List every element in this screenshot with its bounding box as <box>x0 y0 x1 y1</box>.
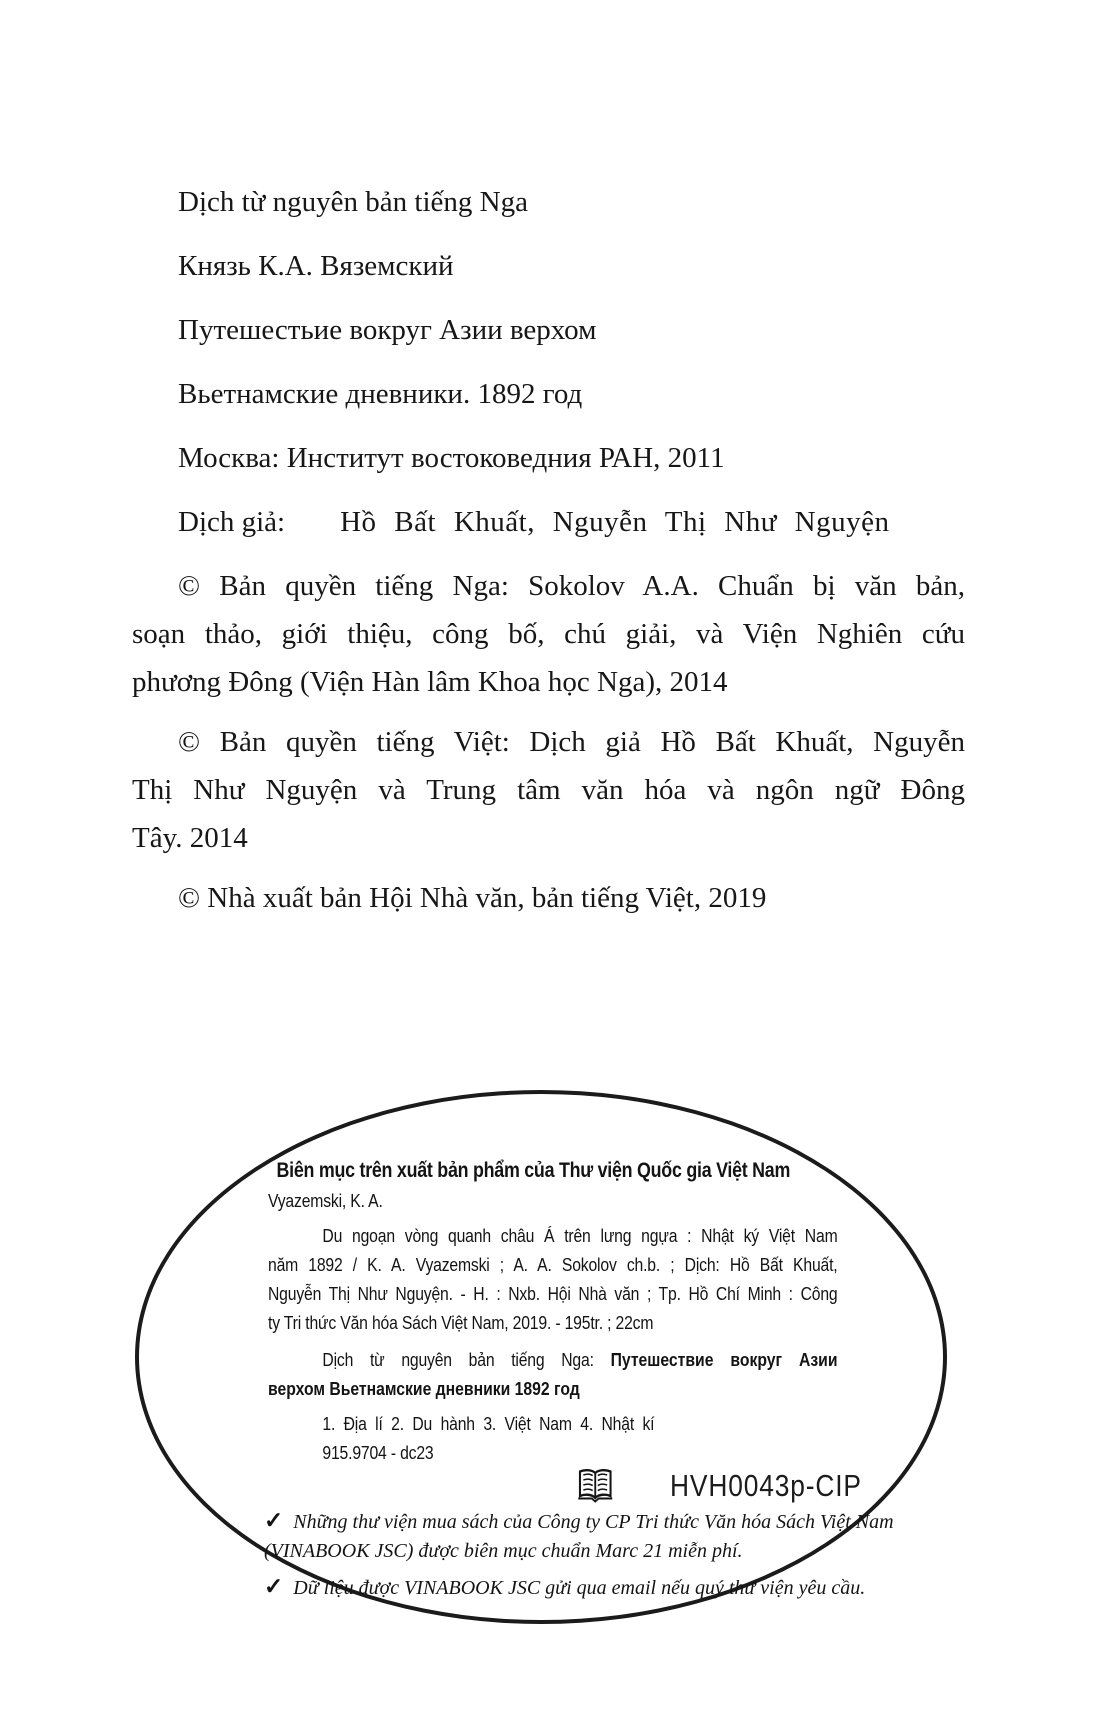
cip-code: HVH0043p-CIP <box>670 1467 862 1503</box>
title-russian: Путешестьие вокруг Азии верхом <box>178 314 597 346</box>
cip-original-language-ru: Путешествие вокруг Азии <box>610 1349 838 1370</box>
cip-notes <box>264 1506 894 1603</box>
cip-author-heading: Vyazemski, K. A. <box>268 1190 383 1211</box>
cip-note-line: (VINABOOK JSC) được biên mục chuẩn Marc 21 miễn phí. <box>264 1540 743 1562</box>
cip-block <box>268 1156 862 1505</box>
copyright-russian-line: © Bản quyền tiếng Nga: Sokolov A.A. Chuẩn bị văn bản, <box>178 570 965 602</box>
cip-original-language <box>268 1345 838 1403</box>
translator-label: Dịch giả: <box>178 506 286 538</box>
copyright-russian-line: soạn thảo, giới thiệu, công bố, chú giải, và Viện Nghiên cứu <box>132 618 965 650</box>
copyright-publisher: © Nhà xuất bản Hội Nhà văn, bản tiếng Việt, 2019 <box>178 882 767 914</box>
copyright-vietnamese-line: Tây. 2014 <box>132 822 248 854</box>
imprint-block <box>132 178 965 938</box>
source-note: Dịch từ nguyên bản tiếng Nga <box>178 186 528 218</box>
imprint-russian: Москва: Институт востоковедния РАН, 2011 <box>178 442 725 474</box>
cip-original-language-line: верхом Вьетнамские дневники 1892 год <box>268 1378 580 1399</box>
cip-description-line: ty Tri thức Văn hóa Sách Việt Nam, 2019. - 195tr. ; 22cm <box>268 1312 654 1333</box>
cip-original-language-vi: Dịch từ nguyên bản tiếng Nga: <box>322 1349 594 1370</box>
checkmark-icon: ✓ <box>264 1508 284 1533</box>
cip-note-line: Những thư viện mua sách của Công ty CP Tri thức Văn hóa Sách Việt Nam <box>293 1511 894 1533</box>
cip-header: Biên mục trên xuất bản phẩm của Thư viện Quốc gia Việt Nam <box>276 1159 791 1182</box>
author-russian: Князь К.А. Вяземский <box>178 250 454 282</box>
copyright-vietnamese-paragraph <box>132 718 965 862</box>
copyright-vietnamese-line: Thị Như Nguyện và Trung tâm văn hóa và ngôn ngữ Đông <box>132 774 965 806</box>
cip-subjects: 1. Địa lí 2. Du hành 3. Việt Nam 4. Nhật kí <box>322 1413 655 1434</box>
cip-description-line: năm 1892 / K. A. Vyazemski ; A. A. Sokolov ch.b. ; Dịch: Hồ Bất Khuất, <box>268 1254 838 1275</box>
copyright-vietnamese-line: © Bản quyền tiếng Việt: Dịch giả Hồ Bất Khuất, Nguyễn <box>178 726 965 758</box>
cip-description-line: Nguyễn Thị Như Nguyện. - H. : Nxb. Hội Nhà văn ; Tp. Hồ Chí Minh : Công <box>268 1283 838 1304</box>
open-book-icon <box>577 1467 614 1503</box>
cip-note <box>264 1572 866 1603</box>
cip-description <box>268 1221 838 1337</box>
copyright-russian-paragraph <box>132 562 965 706</box>
cip-ddc: 915.9704 - dc23 <box>322 1442 434 1463</box>
translator-line <box>132 498 965 546</box>
subtitle-russian: Вьетнамские дневники. 1892 год <box>178 378 583 410</box>
copyright-russian-line: phương Đông (Viện Hàn lâm Khoa học Nga), 2014 <box>132 666 728 698</box>
cip-original-language-line <box>268 1345 838 1374</box>
translator-names: Hồ Bất Khuất, Nguyễn Thị Như Nguyện <box>340 506 890 538</box>
cip-id-row <box>268 1467 862 1505</box>
checkmark-icon: ✓ <box>264 1574 284 1599</box>
cip-note <box>264 1506 894 1566</box>
cip-description-line: Du ngoạn vòng quanh châu Á trên lưng ngựa : Nhật ký Việt Nam <box>322 1225 838 1246</box>
cip-note-line: Dữ liệu được VINABOOK JSC gửi qua email nếu quý thư viện yêu cầu. <box>293 1577 866 1599</box>
